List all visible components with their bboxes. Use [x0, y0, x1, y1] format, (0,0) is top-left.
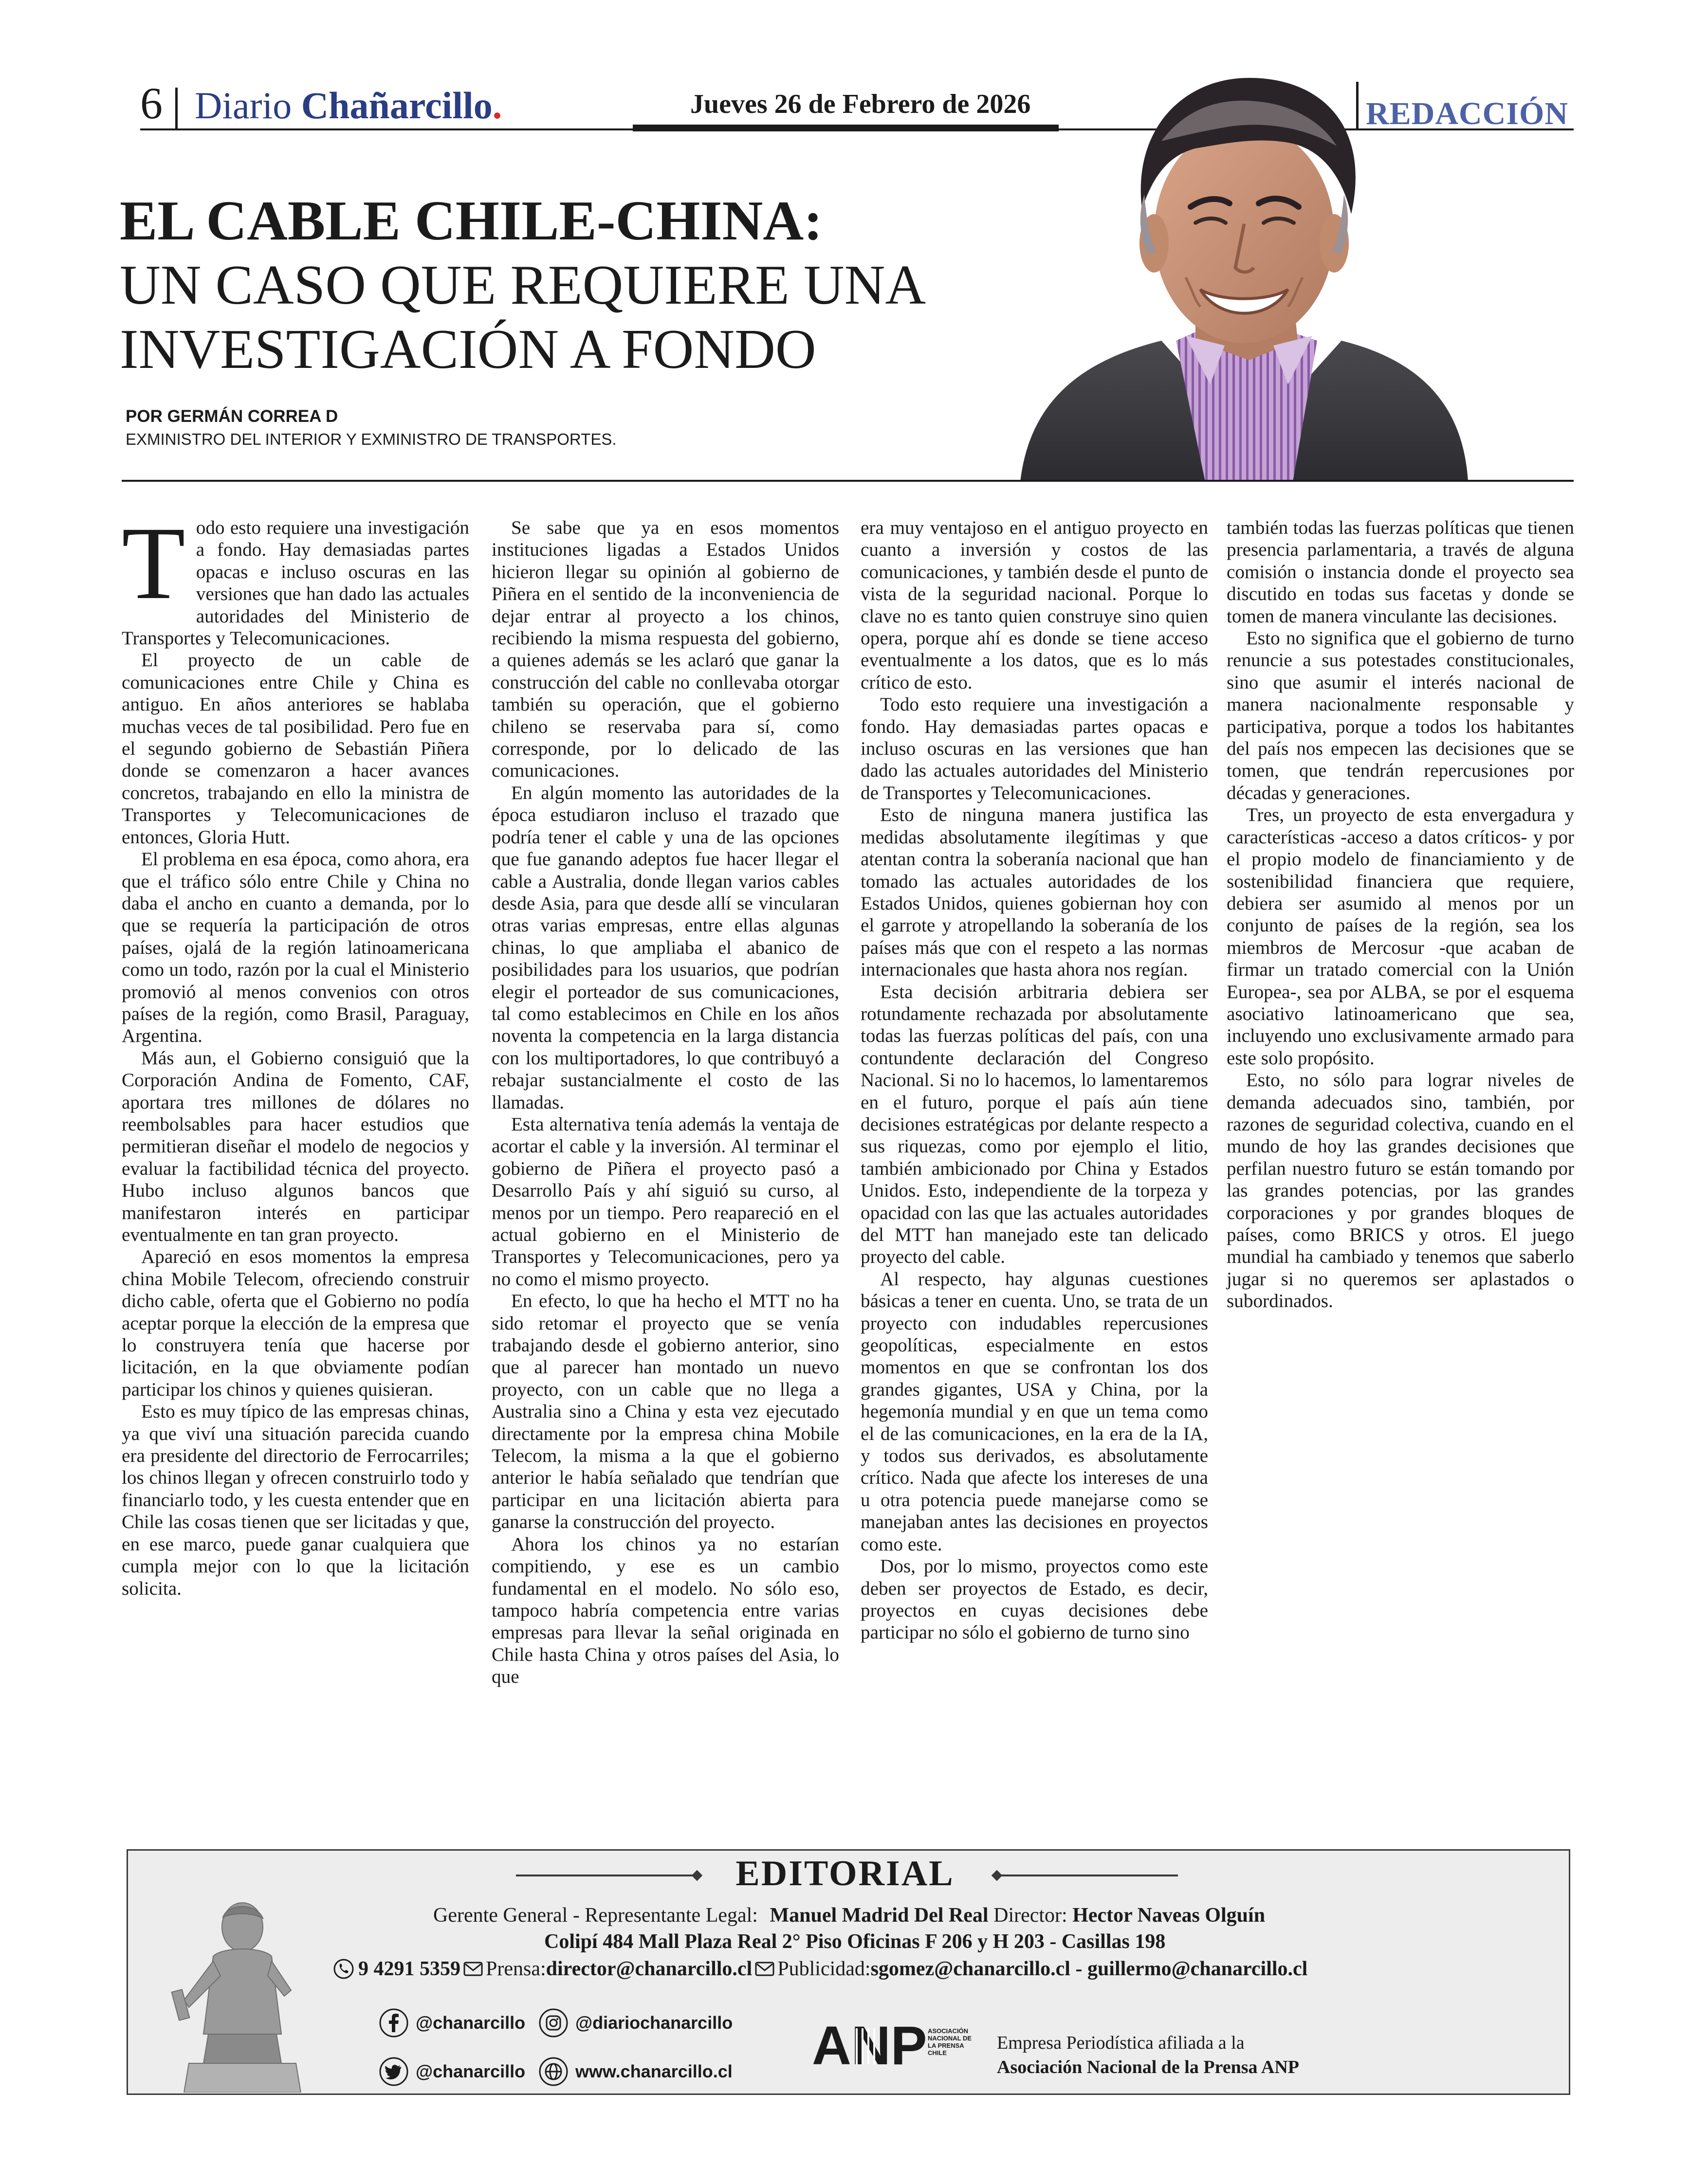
article-paragraph: El problema en esa época, como ahora, era que el tráfico sólo entre Chile y China no daba el ancho en cuanto a demanda, por lo que se requería la participación de otros países, ojalá de la región latinoamericana como un todo, razón por la cual el Ministerio promovió al menos convenios con otros países de la región, como Brasil, Paraguay, Argentina.: [122, 849, 469, 1047]
affiliation-line-2: Asociación Nacional de la Prensa ANP: [997, 2057, 1300, 2077]
facebook-link[interactable]: [379, 2008, 525, 2038]
article-paragraph: [122, 506, 469, 649]
article-paragraph: Al respecto, hay algunas cuestiones básicas a tener en cuenta. Uno, se trata de un proyecto con indudables repercusiones geopolíticas, especialmente en estos momentos en que se confrontan los dos grandes gigantes, USA y China, por la hegemonía mundial y en que un tema como el de las comunicaciones, en la era de la IA, y todos sus derivados, es absolutamente crítico. Nada que afecte los intereses de una u otra potencia puede manejarse como se manejaban antes las decisiones en proyectos como este.: [861, 1268, 1208, 1555]
facebook-handle: @chanarcillo: [416, 2013, 526, 2033]
instagram-link[interactable]: [538, 2008, 733, 2038]
article-paragraph: Esto es muy típico de las empresas chinas, ya que viví una situación parecida cuando era presidente del directorio de Ferrocarriles; los chinos llegan y ofrecen construirlo todo y financiarlo todo, y les cuesta entender que en Chile las cosas tienen que ser licitadas y que, en ese marco, puede ganar cualquiera que cumpla mejor con lo que la licitación solicita.: [122, 1401, 469, 1599]
page-number: 6: [140, 78, 163, 128]
editorial-address: Colipí 484 Mall Plaza Real 2° Piso Oficinas F 206 y H 203 - Casillas 198: [544, 1930, 1166, 1953]
drop-cap: T: [122, 506, 185, 621]
editorial-title: EDITORIAL: [735, 1854, 955, 1893]
headline-line-1: EL CABLE CHILE-CHINA:: [120, 190, 823, 252]
manager-name: Manuel Madrid Del Real: [770, 1904, 989, 1927]
envelope-icon: [463, 1961, 483, 1977]
instagram-icon: [538, 2008, 569, 2038]
article-paragraph: Todo esto requiere una investigación a fondo. Hay demasiadas partes opacas e incluso oscuras en las versiones que han dado las actuales autoridades del Ministerio de Transportes y Telecomunicaciones.: [861, 694, 1208, 803]
affiliation-line-1: Empresa Periodística afiliada a la: [997, 2033, 1245, 2053]
author-portrait: [1001, 49, 1488, 482]
author-role: EXMINISTRO DEL INTERIOR Y EXMINISTRO DE TRANSPORTES.: [126, 430, 617, 448]
article-column-4: [1227, 517, 1574, 1312]
article-paragraph: El proyecto de un cable de comunicaciones entre Chile y China es antiguo. En años anteriores se hablaba muchas veces de tal posibilidad. Pero fue en el segundo gobierno de Sebastián Piñera donde se comenzaron a hacer avances concretos, trabajando en ello la ministra de Transportes y Telecomunicaciones de entonces, Gloria Hutt.: [122, 650, 469, 848]
press-label: Prensa:: [486, 1958, 546, 1980]
globe-icon: [538, 2057, 569, 2087]
website-url: www.chanarcillo.cl: [575, 2061, 733, 2081]
article-paragraph: Más aun, el Gobierno consiguió que la Corporación Andina de Fomento, CAF, aportara tres millones de dólares no reembolsables para hacer estudios que permitieran diseñar el modelo de negocios y evaluar la factibilidad técnica del proyecto. Hubo incluso algunos bancos que manifestaron interés en participar eventualmente en tan gran proyecto.: [122, 1047, 469, 1245]
instagram-handle: @diariochanarcillo: [575, 2013, 733, 2033]
article-paragraph: Esta decisión arbitraria debiera ser rotundamente rechazada por absolutamente todas las fuerzas políticas del país, con una contundente declaración del Congreso Nacional. Si no lo hacemos, lo lamentaremos en el futuro, porque el país aún tiene decisiones estratégicas por delante respecto a sus riquezas, como por ejemplo el litio, también ambicionado por China y Estados Unidos. Esto, independiente de la torpeza y opacidad con las que las actuales autoridades del MTT han manejado este tan delicado proyecto del cable.: [861, 981, 1208, 1268]
twitter-link[interactable]: [379, 2057, 525, 2087]
masthead-date-rule: [633, 125, 1059, 131]
press-email[interactable]: director@chanarcillo.cl: [546, 1958, 753, 1980]
article-headline: [120, 189, 1045, 382]
article-rule: [122, 480, 1574, 482]
twitter-handle: @chanarcillo: [416, 2061, 526, 2081]
article-paragraph: Esto de ninguna manera justifica las medidas absolutamente ilegítimas y que atentan contra la soberanía nacional que han tomado las actuales autoridades de los Estados Unidos, quienes gobiernan hoy con el garrote y atropellando la soberanía de los países más que con el respeto a las normas internacionales que hasta ahora nos regían.: [861, 804, 1208, 981]
director-name: Hector Naveas Olguín: [1072, 1904, 1266, 1927]
section-label: REDACCIÓN: [1366, 96, 1569, 131]
miner-statue-illustration: [130, 1888, 335, 2093]
twitter-icon: [379, 2057, 409, 2087]
manager-label: Gerente General - Representante Legal:: [433, 1904, 763, 1927]
masthead-separator: [175, 88, 178, 128]
article-paragraph: Ahora los chinos ya no estarían compitiendo, y ese es un cambio fundamental en el modelo. No sólo eso, tampoco habría competencia entre varias empresas para llevar la señal originada en Chile hasta China y otros países del Asia, lo que: [492, 1533, 839, 1688]
headline-line-3: INVESTIGACIÓN A FONDO: [120, 318, 816, 381]
issue-date: Jueves 26 de Febrero de 2026: [690, 89, 1031, 119]
article-paragraph: Esto no significa que el gobierno de turno renuncie a sus potestades constitucionales, sino que asumir el interés nacional de manera nacionalmente responsable y participativa, porque a todos los habitantes del país nos empecen las decisiones que se tomen, que tendrán repercusiones por décadas y generaciones.: [1227, 628, 1574, 803]
phone-number[interactable]: 9 4291 5359: [358, 1958, 460, 1980]
editorial-management-line: [433, 1904, 1265, 1927]
envelope-icon: [755, 1961, 774, 1977]
article-paragraph: Tres, un proyecto de esta envergadura y características -acceso a datos críticos- y por el propio modelo de financiamiento y de sostenibilidad financiera que requiere, debiera ser asumido al menos por un conjunto de países de la región, sea los miembros de Mercosur -que acaban de firmar un tratado comercial con la Unión Europea-, sea por ALBA, se por el esquema asociativo latinoamericano que sea, incluyendo uno exclusivamente armado para este solo propósito.: [1227, 804, 1574, 1069]
facebook-icon: [379, 2008, 409, 2038]
article-column-2: [492, 517, 839, 1688]
article-paragraph: era muy ventajoso en el antiguo proyecto en cuanto a inversión y costos de las comunicaciones, y también desde el punto de vista de la seguridad nacional. Porque lo clave no es tanto quien construye sino quien opera, porque ahí es donde se tiene acceso eventualmente a los datos, que es lo más crítico de esto.: [861, 517, 1208, 693]
newspaper-name-dot: .: [492, 84, 502, 127]
newspaper-name: [195, 84, 502, 127]
anp-logo-letters: ANP: [812, 2015, 927, 2072]
article-paragraph: En algún momento las autoridades de la época estudiaron incluso el trazado que podría tener el cable y una de las opciones que fue ganando adeptos fue hacer llegar el cable a Australia, donde llegan varios cables desde Asia, para que desde allí se vincularan otras varias empresas, entre ellas algunas chinas, lo que ampliaba el abanico de posibilidades para los usuarios, que podrían elegir el porteador de sus comunicaciones, tal como establecimos en Chile en los años noventa la competencia en la larga distancia con los multiportadores, lo que contribuyó a rebajar sustancialmente el costo de las llamadas.: [492, 782, 839, 1113]
article-paragraph: Se sabe que ya en esos momentos instituciones ligadas a Estados Unidos hicieron llegar su opinión al gobierno de Piñera en el sentido de la inconveniencia de dejar entrar al proyecto a los chinos, recibiendo la misma respuesta del gobierno, a quienes además se les aclaró que ganar la construcción del cable no conllevaba otorgar también su operación, que el gobierno chileno se reservaba para sí, como corresponde, por lo delicado de las comunicaciones.: [492, 517, 839, 782]
article-column-1: [122, 506, 469, 1600]
article-paragraph: En efecto, lo que ha hecho el MTT no ha sido retomar el proyecto que se venía trabajando desde el gobierno anterior, sino que al parecer han montado un nuevo proyecto, con un cable que no llega a Australia sino a China y esta vez ejecutado directamente por la empresa china Mobile Telecom, la misma a la que el gobierno anterior le había señalado que tendrían que participar en una licitación abierta para ganarse la construcción del proyecto.: [492, 1291, 839, 1533]
newspaper-name-part2: Chañarcillo: [301, 84, 493, 127]
article-paragraph: también todas las fuerzas políticas que tienen presencia parlamentaria, a través de alguna comisión o instancia donde el proyecto sea discutido en todas sus facetas y donde se tomen de manera vinculante las decisiones.: [1227, 517, 1574, 627]
ads-emails[interactable]: sgomez@chanarcillo.cl - guillermo@chanarcillo.cl: [870, 1958, 1308, 1980]
newspaper-name-part1: Diario: [195, 84, 301, 127]
editorial-contact-line: [333, 1957, 1307, 1981]
anp-logo: [812, 2014, 977, 2072]
article-paragraph: Dos, por lo mismo, proyectos como este deben ser proyectos de Estado, es decir, proyectos en cuyas decisiones debe participar no sólo el gobierno de turno sino: [861, 1556, 1208, 1643]
headline-line-2: UN CASO QUE REQUIERE UNA: [120, 254, 926, 316]
ads-label: Publicidad:: [777, 1958, 871, 1980]
phone-icon: [333, 1958, 354, 1980]
article-paragraph: Apareció en esos momentos la empresa china Mobile Telecom, ofreciendo construir dicho cable, oferta que el Gobierno no podía aceptar porque la elección de la empresa que lo construyera tenía que hacerse por licitación, en la que obviamente podían participar los chinos y quienes quisieran.: [122, 1246, 469, 1400]
author-byline: POR GERMÁN CORREA D: [126, 407, 338, 426]
website-link[interactable]: [538, 2057, 733, 2087]
article-column-3: [861, 517, 1208, 1644]
anp-logo-caption: ASOCIACIÓN NACIONAL DE LA PRENSA CHILE: [928, 2027, 972, 2057]
director-label: Director:: [988, 1904, 1073, 1927]
article-paragraph: Esto, no sólo para lograr niveles de demanda adecuados sino, también, por razones de seguridad colectiva, cuando en el mundo de hoy las grandes decisiones que perfilan nuestro futuro se están tomando por las grandes potencias, por las grandes corporaciones y por grandes bloques de países, como BRICS y otros. El juego mundial ha cambiado y tenemos que saberlo jugar si no queremos ser aplastados o subordinados.: [1227, 1070, 1574, 1312]
paragraph-text: odo esto requiere una investigación a fondo. Hay demasiadas partes opacas e incluso oscuras en las versiones que han dado las actuales autoridades del Ministerio de Transportes y Telecomunicaciones.: [122, 517, 469, 649]
article-paragraph: Esta alternativa tenía además la ventaja de acortar el cable y la inversión. Al terminar el gobierno de Piñera el proyecto pasó a Desarrollo País y ahí siguió su curso, al menos por un tiempo. Pero reapareció en el actual gobierno en el Ministerio de Transportes y Telecomunicaciones, pero ya no como el mismo proyecto.: [492, 1113, 839, 1290]
